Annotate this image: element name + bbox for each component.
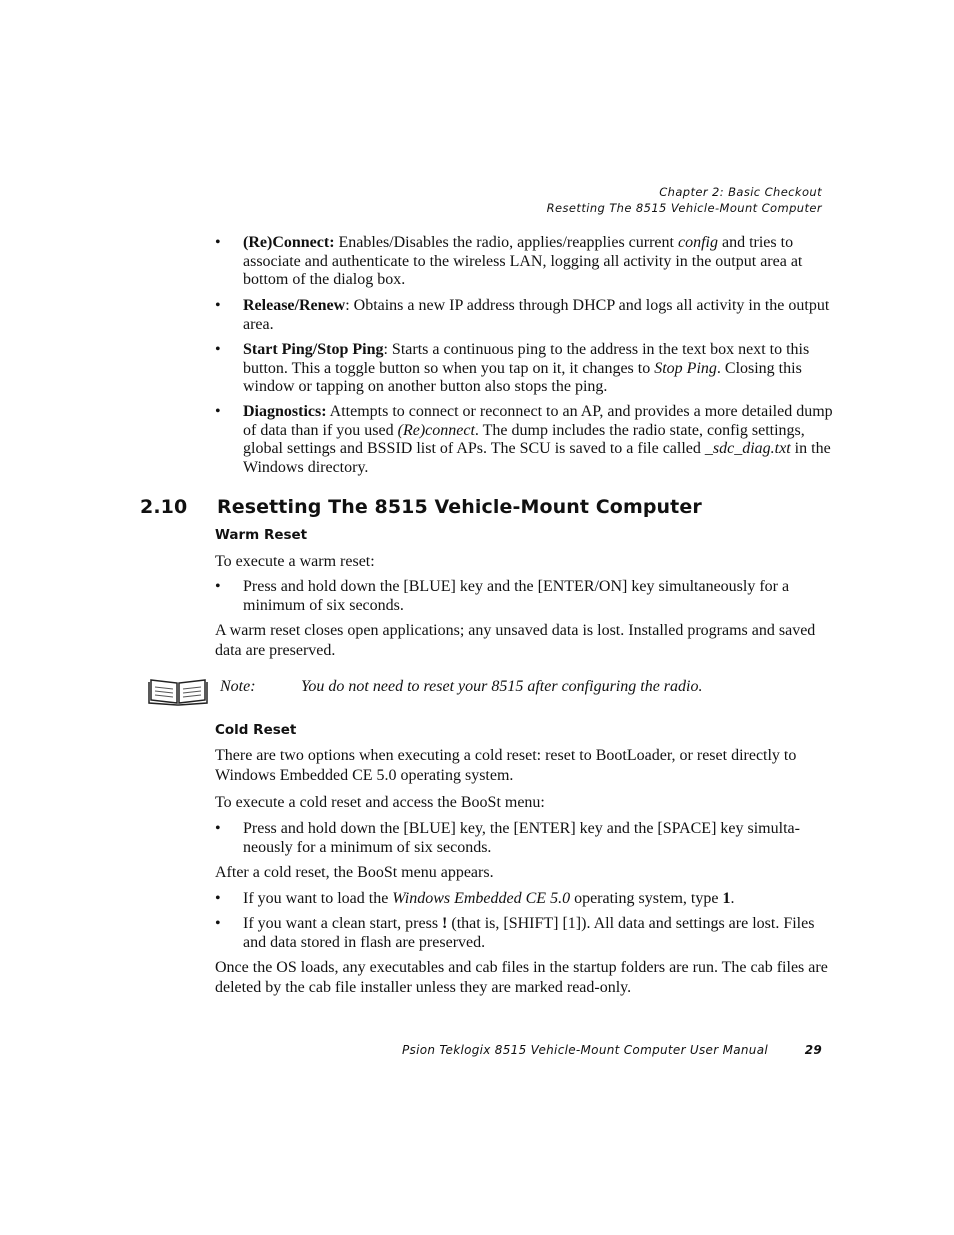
section-number: 2.10 — [140, 496, 188, 518]
open-book-icon — [148, 676, 208, 706]
bullet-text: Diagnostics: Attempts to connect or reconnect to an AP, and provides a more detailed dump of data than if you used (Re)connect. The dump includes the radio state, config settings, global settings and BSSID list of APs. The SCU is saved to a file called _sdc_diag.txt in the Windows directory. — [243, 403, 833, 476]
bullet-text: If you want a clean start, press ! (that is, [SHIFT] [1]). All data and settings are lost. Files and data stored in flash are preserved. — [243, 915, 815, 951]
note-label: Note: — [220, 678, 256, 695]
bullet-text: Release/Renew: Obtains a new IP address through DHCP and logs all activity in the output area. — [243, 297, 830, 333]
term: (Re)Connect: — [243, 234, 335, 251]
section-heading — [140, 496, 702, 518]
bullet-text: Press and hold down the [BLUE] key and the [ENTER/ON] key simultaneously for a minimum of six seconds. — [243, 578, 790, 614]
cold-reset-paragraph-2: To execute a cold reset and access the BooSt menu: — [215, 794, 545, 811]
warm-reset-intro: To execute a warm reset: — [215, 553, 375, 570]
term: Diagnostics: — [243, 403, 327, 420]
page-number: 29 — [804, 1043, 822, 1057]
bullet-text: Press and hold down the [BLUE] key, the [ENTER] key and the [SPACE] key simulta-neously for a minimum of six seconds. — [243, 820, 800, 856]
cold-reset-paragraph-1: There are two options when executing a cold reset: reset to BootLoader, or reset directly to Windows Embedded CE 5.0 operating system. — [215, 747, 797, 784]
bullet-icon: • — [215, 890, 221, 907]
bullet-text: Start Ping/Stop Ping: Starts a continuous ping to the address in the text box next to this button. This a toggle button so when you tap on it, it changes to Stop Ping. Closing this window or tapping on another button also stops the ping. — [243, 341, 810, 395]
cold-reset-heading: Cold Reset — [215, 722, 297, 738]
note-box — [148, 676, 848, 708]
warm-reset-description: A warm reset closes open applications; any unsaved data is lost. Installed programs and saved data are preserved. — [215, 622, 816, 659]
bullet-text: If you want to load the Windows Embedded CE 5.0 operating system, type 1. — [243, 890, 735, 907]
cold-reset-paragraph-4: Once the OS loads, any executables and cab files in the startup folders are run. The cab files are deleted by the cab file installer unless they are marked read-only. — [215, 959, 828, 996]
bullet-icon: • — [215, 234, 221, 251]
chapter-header: Chapter 2: Basic Checkout — [659, 185, 822, 199]
bullet-text: (Re)Connect: Enables/Disables the radio, applies/reapplies current config and tries to associate and authenticate to the wireless LAN, logging all activity in the output area at bottom of the dialog box. — [243, 234, 803, 288]
bullet-icon: • — [215, 915, 221, 932]
section-header: Resetting The 8515 Vehicle-Mount Computer — [546, 201, 822, 215]
cold-reset-paragraph-3: After a cold reset, the BooSt menu appears. — [215, 864, 494, 881]
bullet-icon: • — [215, 578, 221, 595]
bullet-icon: • — [215, 297, 221, 314]
note-text: You do not need to reset your 8515 after configuring the radio. — [301, 678, 703, 695]
term: Start Ping/Stop Ping — [243, 341, 384, 358]
warm-reset-heading: Warm Reset — [215, 527, 308, 543]
bullet-icon: • — [215, 820, 221, 837]
term: Release/Renew — [243, 297, 346, 314]
bullet-icon: • — [215, 341, 221, 358]
section-title: Resetting The 8515 Vehicle-Mount Computer — [217, 496, 702, 518]
bullet-icon: • — [215, 403, 221, 420]
footer-title: Psion Teklogix 8515 Vehicle-Mount Computer User Manual — [402, 1043, 768, 1057]
